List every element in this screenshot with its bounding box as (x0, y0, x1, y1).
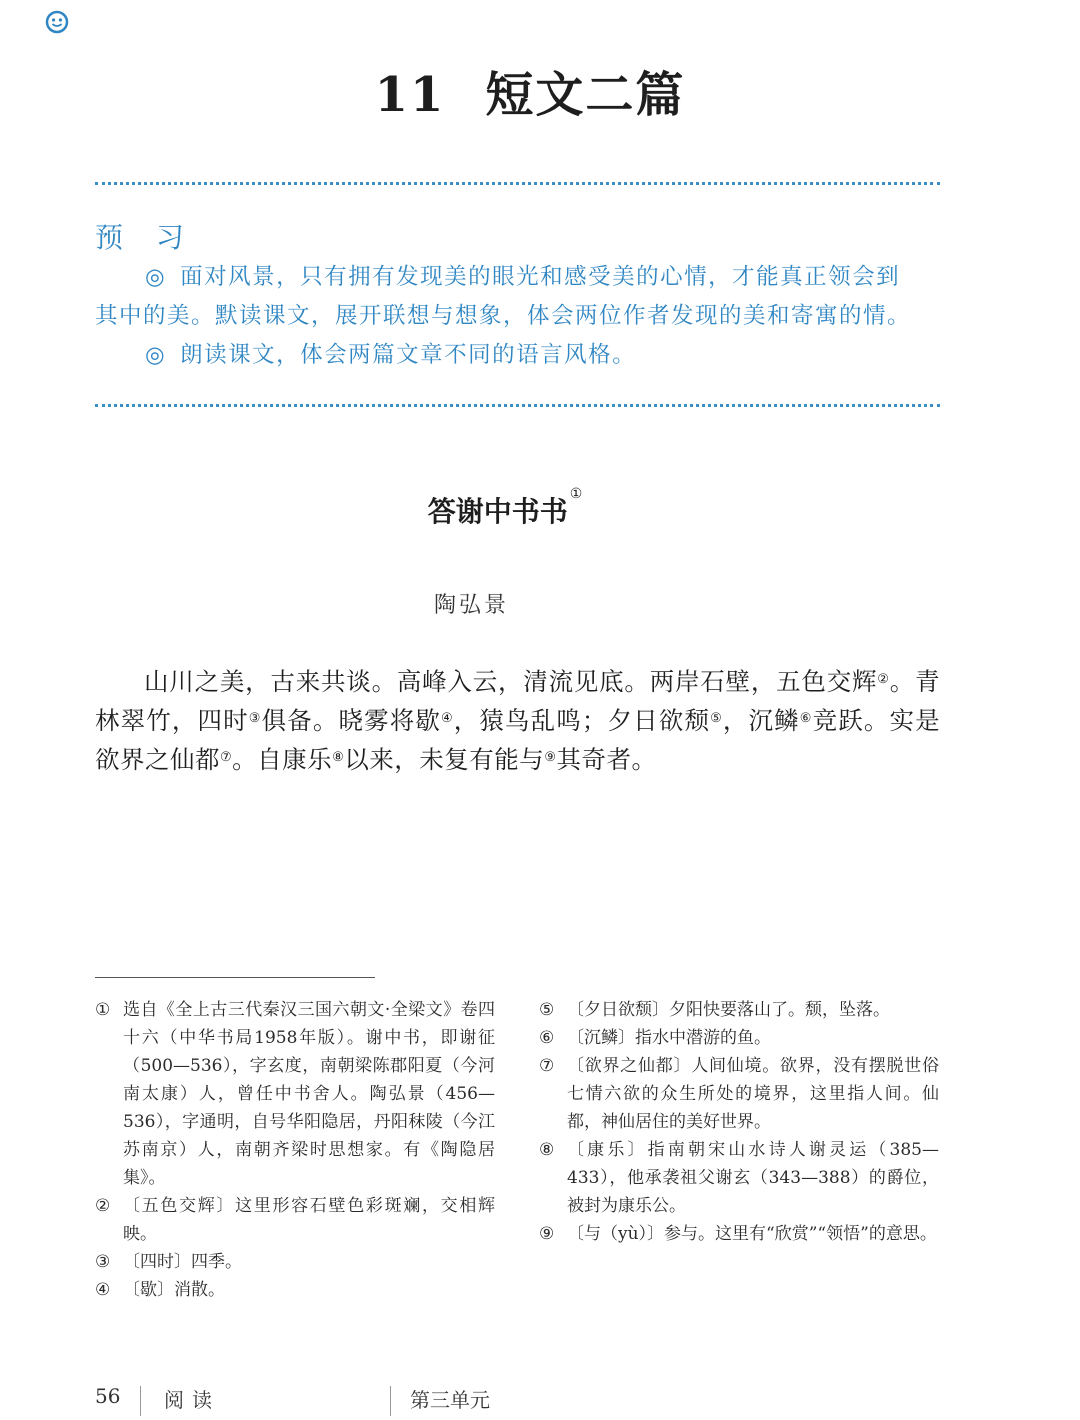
preview-item-2 (95, 336, 940, 375)
body-text-segment: 以来，未复有能与 (344, 745, 545, 774)
footnote-mark: ① (95, 1000, 111, 1020)
page-number: 56 (95, 1384, 121, 1408)
footnote-text: 〔夕日欲颓〕夕阳快要落山了。颓，坠落。 (567, 1000, 890, 1020)
preview-item-1 (95, 258, 940, 297)
footnote-text: 〔与（yù）〕参与。这里有“欣赏”“领悟”的意思。 (567, 1224, 937, 1244)
footnote-ref[interactable]: ③ (248, 711, 262, 726)
footnote-text: 〔四时〕四季。 (123, 1252, 242, 1272)
essay-paragraph (95, 662, 940, 779)
footnote-rule (95, 977, 375, 978)
footnote-ref[interactable]: ① (569, 486, 583, 502)
body-text-segment: 竞跃。实是欲界之仙都 (95, 706, 941, 774)
footnote-mark: ③ (95, 1252, 111, 1272)
lesson-title-text: 短文二篇 (485, 67, 686, 123)
footnote-text: 〔五色交辉〕这里形容石壁色彩斑斓，交相辉映。 (123, 1196, 495, 1244)
footnotes-right (539, 996, 939, 1248)
footnote-ref[interactable]: ⑥ (799, 711, 813, 726)
essay-title-text: 答谢中书书 (427, 495, 568, 528)
footnote-1 (95, 996, 495, 1192)
footnote-7 (539, 1052, 939, 1136)
footnote-4 (95, 1276, 495, 1304)
footnote-mark: ⑦ (539, 1056, 555, 1076)
footnote-ref[interactable]: ⑦ (220, 750, 233, 765)
footnote-text: 〔沉鳞〕指水中潜游的鱼。 (567, 1028, 771, 1048)
footnote-mark: ⑥ (539, 1028, 555, 1048)
bullet-icon: ◎ (145, 264, 167, 290)
body-text-segment: ，沉鳞 (722, 706, 800, 735)
footnote-mark: ⑤ (539, 1000, 555, 1020)
bullet-icon: ◎ (145, 342, 167, 368)
dotted-divider-top (95, 182, 940, 185)
footnote-9 (539, 1220, 939, 1248)
footer-divider (390, 1386, 391, 1416)
body-text-segment: ，猿鸟乱鸣；夕日欲颓 (453, 706, 711, 735)
footnote-ref[interactable]: ② (877, 672, 890, 687)
preview-item-2-text: 朗读课文，体会两篇文章不同的语言风格。 (180, 342, 637, 368)
preview-item-1-line-2: 其中的美。默读课文，展开联想与想象，体会两位作者发现的美和寄寓的情。 (95, 303, 912, 329)
footnote-text: 〔欲界之仙都〕人间仙境。欲界，没有摆脱世俗七情六欲的众生所处的境界，这里指人间。仙都，神仙居住的美好世界。 (567, 1056, 939, 1132)
footnote-text: 〔歇〕消散。 (123, 1280, 225, 1300)
essay-body (95, 662, 940, 779)
body-text-segment: 。自康乐 (232, 745, 333, 774)
footnote-8 (539, 1136, 939, 1220)
lesson-title (0, 56, 1060, 125)
footnote-2 (95, 1192, 495, 1248)
preview-item-1-line-1: 面对风景，只有拥有发现美的眼光和感受美的心情，才能真正领会到 (180, 264, 901, 290)
footer-divider (140, 1386, 141, 1416)
footnote-mark: ④ (95, 1280, 111, 1300)
footnote-ref[interactable]: ⑨ (544, 750, 557, 765)
footnote-ref[interactable]: ⑤ (710, 711, 723, 726)
footer-unit: 第三单元 (410, 1388, 490, 1412)
footnote-6 (539, 1024, 939, 1052)
body-text-segment: 山川之美，古来共谈。高峰入云，清流见底。两岸石壁，五色交辉 (144, 667, 878, 696)
footnote-mark: ⑨ (539, 1224, 555, 1244)
footnotes-left (95, 996, 495, 1304)
footnote-text: 〔康乐〕指南朝宋山水诗人谢灵运（385—433），他承袭祖父谢玄（343—388）的爵位，被封为康乐公。 (567, 1140, 939, 1216)
footnote-text: 选自《全上古三代秦汉三国六朝文·全梁文》卷四十六（中华书局1958年版）。谢中书，即谢征（500—536），字玄度，南朝梁陈郡阳夏（今河南太康）人，曾任中书舍人。陶弘景（456—536），字通明，自号华阳隐居，丹阳秣陵（今江苏南京）人，南朝齐梁时思想家。有《陶隐居集》。 (123, 1000, 495, 1188)
smiley-face-icon[interactable] (45, 10, 69, 34)
footer-section: 阅读 (164, 1388, 220, 1412)
essay-author: 陶弘景 (433, 593, 509, 618)
dotted-divider-bottom (95, 404, 940, 407)
preview-block (95, 258, 940, 375)
footnote-ref[interactable]: ⑧ (332, 750, 345, 765)
body-text-segment: 俱备。晓雾将歇 (261, 706, 441, 735)
body-text-segment: 。青林翠竹，四时 (95, 667, 941, 735)
body-text-segment: 其奇者。 (556, 745, 657, 774)
footnote-5 (539, 996, 939, 1024)
lesson-number: 11 (374, 67, 446, 123)
preview-heading: 预 习 (95, 221, 196, 254)
footnote-mark: ⑧ (539, 1140, 555, 1160)
footnote-3 (95, 1248, 495, 1276)
footnote-ref[interactable]: ④ (440, 711, 454, 726)
essay-title (0, 486, 1010, 530)
footnote-mark: ② (95, 1196, 111, 1216)
